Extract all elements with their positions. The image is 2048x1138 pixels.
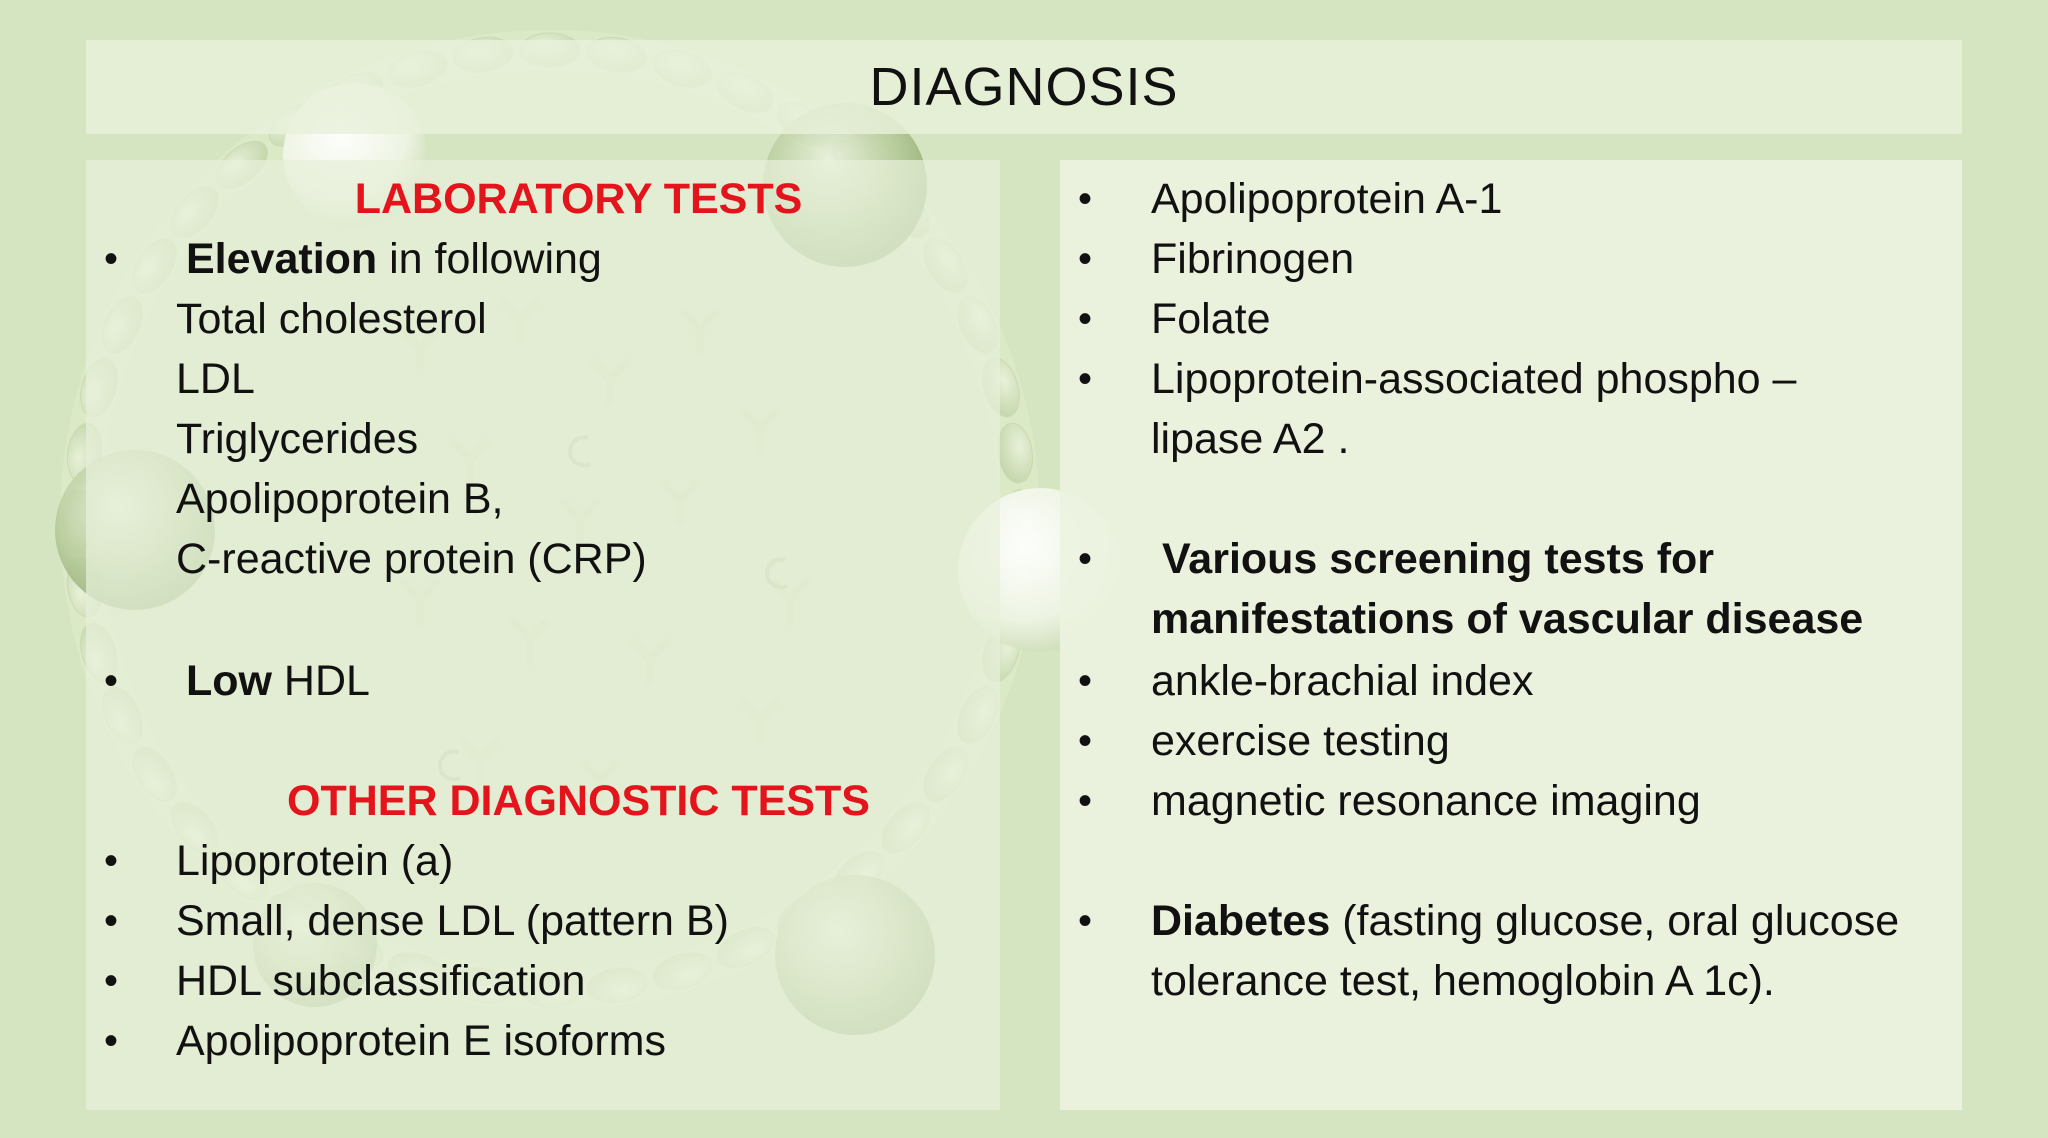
low-bold: Low xyxy=(186,657,272,705)
bullet-glyph: • xyxy=(1078,779,1093,823)
bullet-glyph: • xyxy=(104,839,119,883)
slide-title: DIAGNOSIS xyxy=(869,57,1179,117)
screening-heading-line1: Various screening tests for xyxy=(1162,535,1715,583)
bullet-glyph: • xyxy=(1078,537,1093,581)
bullet-glyph: • xyxy=(104,237,119,281)
low-hdl-line xyxy=(186,651,370,711)
screening-item: magnetic resonance imaging xyxy=(1151,777,1701,825)
right-item: Fibrinogen xyxy=(1151,235,1355,283)
right-item-continuation: lipase A2 . xyxy=(1151,415,1350,463)
bullet-glyph: • xyxy=(1078,719,1093,763)
elevation-bold: Elevation xyxy=(186,235,378,283)
elevation-item: Triglycerides xyxy=(176,415,419,463)
other-item: Lipoprotein (a) xyxy=(176,837,454,885)
low-rest: HDL xyxy=(271,657,370,705)
laboratory-tests-heading: LABORATORY TESTS xyxy=(354,175,803,223)
elevation-item: Total cholesterol xyxy=(176,295,487,343)
bullet-glyph: • xyxy=(1078,297,1093,341)
screening-heading-line2: manifestations of vascular disease xyxy=(1151,595,1864,643)
other-diagnostic-tests-heading: OTHER DIAGNOSTIC TESTS xyxy=(287,777,870,825)
bullet-glyph: • xyxy=(1078,357,1093,401)
other-item: HDL subclassification xyxy=(176,957,586,1005)
bullet-glyph: • xyxy=(104,899,119,943)
elevation-item: LDL xyxy=(176,355,255,403)
bullet-glyph: • xyxy=(104,959,119,1003)
right-item: Folate xyxy=(1151,295,1271,343)
elevation-line xyxy=(186,229,602,289)
diabetes-line2: tolerance test, hemoglobin A 1c). xyxy=(1151,957,1775,1005)
bullet-glyph: • xyxy=(104,659,119,703)
right-item: Lipoprotein-associated phospho – xyxy=(1151,355,1797,403)
bullet-glyph: • xyxy=(1078,177,1093,221)
bullet-glyph: • xyxy=(104,1019,119,1063)
bullet-glyph: • xyxy=(1078,899,1093,943)
other-item: Apolipoprotein E isoforms xyxy=(176,1017,666,1065)
screening-item: ankle-brachial index xyxy=(1151,657,1534,705)
elevation-item: C-reactive protein (CRP) xyxy=(176,535,647,583)
diabetes-bold: Diabetes xyxy=(1151,897,1331,945)
screening-item: exercise testing xyxy=(1151,717,1450,765)
bullet-glyph: • xyxy=(1078,237,1093,281)
right-item: Apolipoprotein A-1 xyxy=(1151,175,1503,223)
diabetes-rest: (fasting glucose, oral glucose xyxy=(1330,897,1900,945)
elevation-item: Apolipoprotein B, xyxy=(176,475,504,523)
other-item: Small, dense LDL (pattern B) xyxy=(176,897,729,945)
bullet-glyph: • xyxy=(1078,659,1093,703)
diabetes-line xyxy=(1151,891,1899,951)
elevation-rest: in following xyxy=(377,235,602,283)
